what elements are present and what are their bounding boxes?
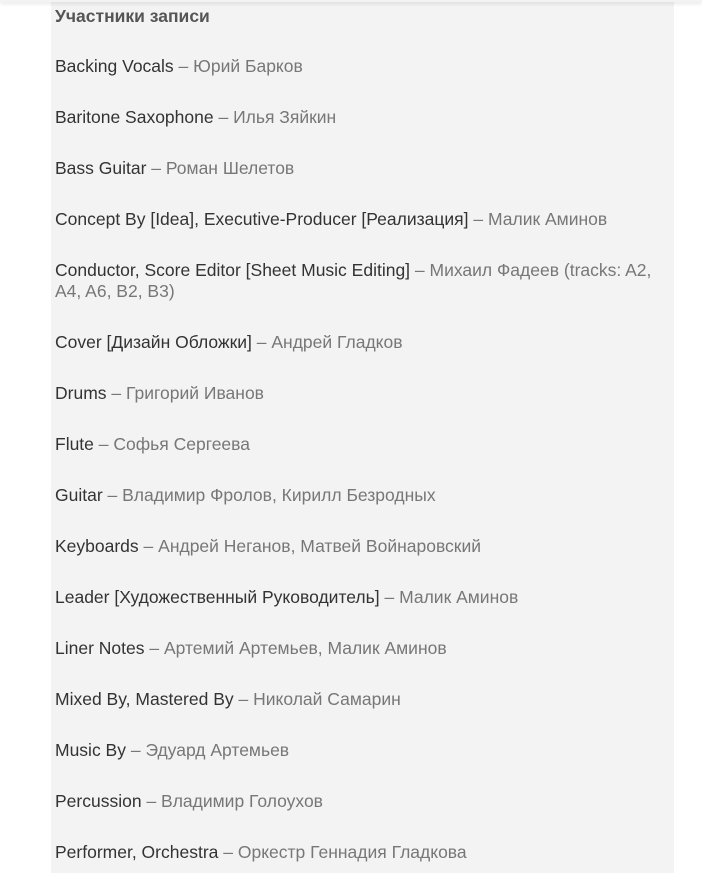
credit-names: Владимир Голоухов [161, 791, 323, 811]
credit-separator: – [125, 740, 146, 760]
credit-separator: – [410, 260, 430, 280]
credit-role: Bass Guitar [55, 158, 147, 178]
credit-role: Drums [55, 383, 107, 403]
credit-names: Андрей Гладков [271, 332, 403, 352]
credit-separator: – [146, 158, 166, 178]
credit-separator: – [93, 434, 114, 454]
credit-item [55, 689, 655, 710]
credit-role: Flute [55, 434, 94, 454]
credit-separator: – [213, 107, 234, 127]
credit-role: Performer, Orchestra [55, 842, 219, 862]
header-shadow [0, 0, 702, 2]
credit-names: Малик Аминов [487, 209, 608, 229]
credit-item [55, 587, 655, 608]
credit-names: Малик Аминов [399, 587, 519, 607]
credit-item [55, 434, 655, 455]
credit-role: Conductor, Score Editor [Sheet Music Editing] [55, 260, 411, 280]
credit-item [55, 842, 655, 863]
credit-separator: – [233, 689, 254, 709]
credit-names: Михаил Фадеев (tracks: A2, A4, A6, B2, B3) [55, 260, 652, 301]
credit-item [55, 383, 655, 404]
credit-role: Mixed By, Mastered By [55, 689, 234, 709]
credit-separator: – [144, 638, 164, 658]
credit-list [55, 56, 655, 893]
credit-role: Music By [55, 740, 126, 760]
credit-names: Оркестр Геннадия Гладкова [237, 842, 467, 862]
credit-item [55, 260, 655, 302]
credit-item [55, 485, 655, 506]
credit-role: Backing Vocals [55, 56, 174, 76]
credit-role: Cover [Дизайн Обложки] [55, 332, 252, 352]
credit-item [55, 740, 655, 761]
credit-names: Владимир Фролов, Кирилл Безродных [122, 485, 436, 505]
credit-role: Guitar [55, 485, 103, 505]
credit-names: Роман Шелетов [165, 158, 295, 178]
credit-item [55, 209, 655, 230]
credit-separator: – [379, 587, 400, 607]
credit-names: Артемий Артемьев, Малик Аминов [163, 638, 447, 658]
credit-names: Юрий Барков [193, 56, 303, 76]
credit-item [55, 332, 655, 353]
credit-names: Григорий Иванов [126, 383, 264, 403]
credit-names: Николай Самарин [253, 689, 401, 709]
credit-role: Baritone Saxophone [55, 107, 214, 127]
section-title: Участники записи [55, 6, 210, 26]
credit-separator: – [173, 56, 194, 76]
credit-separator: – [106, 383, 126, 403]
credit-item [55, 158, 655, 179]
credit-role: Concept By [Idea], Executive-Producer [Реализация] [55, 209, 469, 229]
credit-separator: – [218, 842, 238, 862]
credit-role: Liner Notes [55, 638, 145, 658]
credit-separator: – [141, 791, 162, 811]
credit-names: Софья Сергеева [113, 434, 250, 454]
credit-item [55, 107, 655, 128]
credit-separator: – [251, 332, 272, 352]
credit-role: Leader [Художественный Руководитель] [55, 587, 380, 607]
credit-names: Эдуард Артемьев [145, 740, 290, 760]
credit-item [55, 536, 655, 557]
credit-role: Percussion [55, 791, 142, 811]
credit-separator: – [468, 209, 488, 229]
credit-separator: – [102, 485, 123, 505]
credit-names: Андрей Неганов, Матвей Войнаровский [158, 536, 482, 556]
credit-role: Keyboards [55, 536, 139, 556]
credit-names: Илья Зяйкин [233, 107, 337, 127]
credit-separator: – [138, 536, 159, 556]
credit-item [55, 56, 655, 77]
credit-item [55, 638, 655, 659]
credit-item [55, 791, 655, 812]
